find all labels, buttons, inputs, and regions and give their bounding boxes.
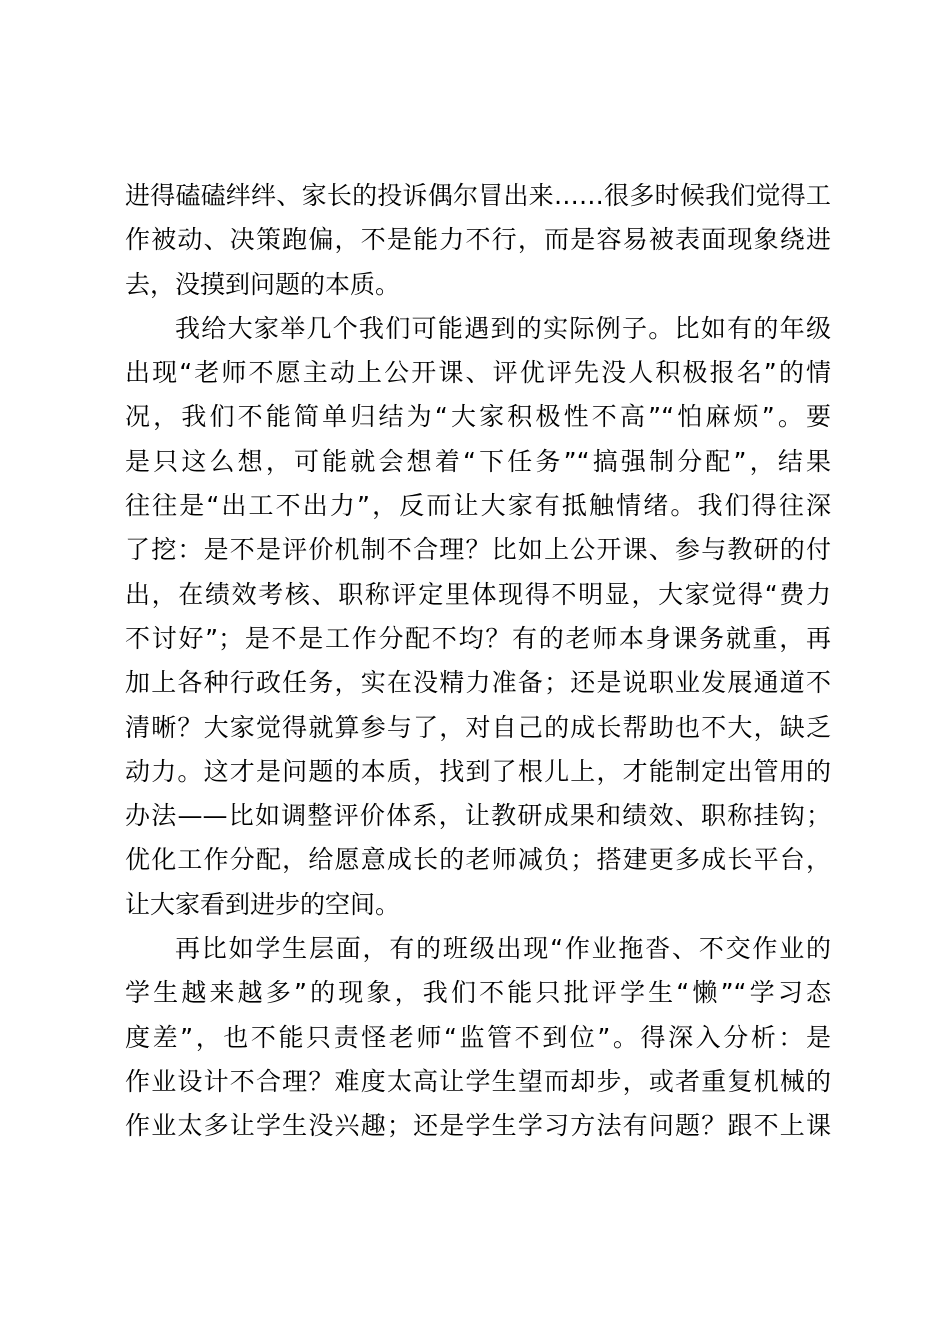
text-line: 况，我们不能简单归结为“大家积极性不高”“怕麻烦”。要 xyxy=(125,402,831,432)
text-line: 去，没摸到问题的本质。 xyxy=(125,269,401,299)
text-line: 办法——比如调整评价体系，让教研成果和绩效、职称挂钩； xyxy=(125,801,831,831)
text-line: 作业设计不合理？难度太高让学生望而却步，或者重复机械的 xyxy=(125,1066,831,1096)
text-line: 是只这么想，可能就会想着“下任务”“搞强制分配”，结果 xyxy=(125,446,831,476)
text-line: 进得磕磕绊绊、家长的投诉偶尔冒出来……很多时候我们觉得工 xyxy=(125,181,831,210)
text-line: 加上各种行政任务，实在没精力准备；还是说职业发展通道不 xyxy=(125,668,831,698)
text-line: 学生越来越多”的现象，我们不能只批评学生“懒”“学习态 xyxy=(125,978,831,1008)
text-line: 清晰？大家觉得就算参与了，对自己的成长帮助也不大，缺乏 xyxy=(125,712,831,742)
text-line: 出，在绩效考核、职称评定里体现得不明显，大家觉得“费力 xyxy=(125,579,831,609)
text-line: 往往是“出工不出力”，反而让大家有抵触情绪。我们得往深 xyxy=(125,491,831,521)
text-line: 让大家看到进步的空间。 xyxy=(125,889,401,919)
text-line: 作业太多让学生没兴趣；还是学生学习方法有问题？跟不上课 xyxy=(125,1111,831,1141)
text-line: 作被动、决策跑偏，不是能力不行，而是容易被表面现象绕进 xyxy=(125,225,831,255)
text-line: 动力。这才是问题的本质，找到了根儿上，才能制定出管用的 xyxy=(125,756,831,786)
text-line: 了挖：是不是评价机制不合理？比如上公开课、参与教研的付 xyxy=(125,535,831,565)
text-line: 度差”，也不能只责怪老师“监管不到位”。得深入分析：是 xyxy=(125,1022,831,1052)
text-line: 优化工作分配，给愿意成长的老师减负；搭建更多成长平台， xyxy=(125,845,831,875)
text-line: 出现“老师不愿主动上公开课、评优评先没人积极报名”的情 xyxy=(125,358,831,388)
body-text xyxy=(125,174,831,1149)
text-line: 不讨好”；是不是工作分配不均？有的老师本身课务就重，再 xyxy=(125,623,831,653)
paragraph-first-line: 再比如学生层面，有的班级出现“作业拖沓、不交作业的 xyxy=(175,934,831,964)
paragraph-first-line: 我给大家举几个我们可能遇到的实际例子。比如有的年级 xyxy=(175,313,831,343)
